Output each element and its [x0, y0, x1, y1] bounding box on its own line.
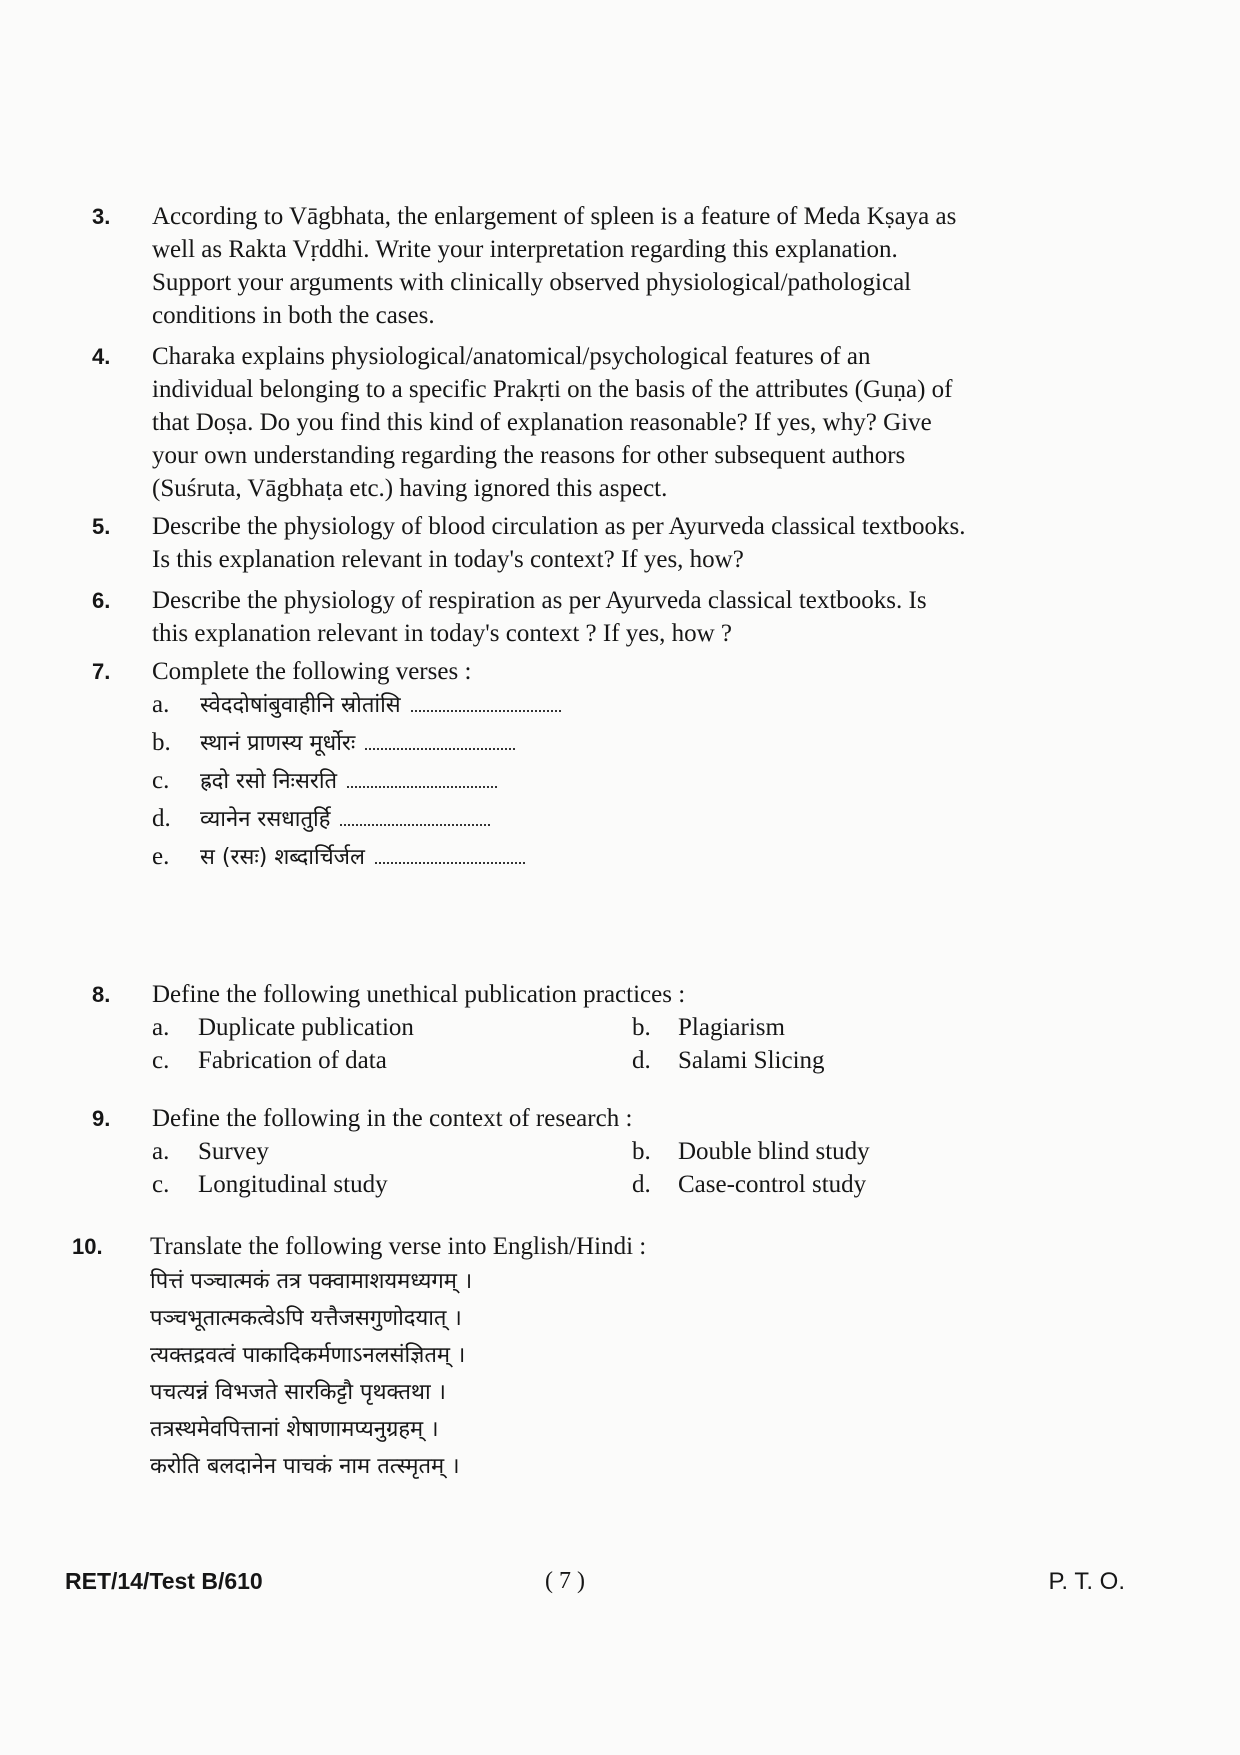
text-line: Complete the following verses : [152, 658, 472, 685]
item-label: b. [632, 1014, 651, 1041]
text-line: Support your arguments with clinically observed physiological/pathological [152, 269, 912, 296]
item-label: c. [152, 1171, 170, 1198]
verse-line: त्यक्तद्रवत्वं पाकादिकर्मणाऽनलसंज्ञितम् । [150, 1343, 466, 1368]
item-text: Case-control study [678, 1171, 867, 1198]
list-item [152, 802, 1132, 840]
verse-line: पञ्चभूतात्मकत्वेऽपि यत्तैजसगुणोदयात् । [150, 1306, 462, 1331]
verse-items [152, 688, 1132, 878]
question-3 [92, 200, 1132, 332]
text-line: Define the following unethical publication practices : [152, 981, 686, 1008]
text-line: conditions in both the cases. [152, 302, 435, 329]
question-9 [92, 1102, 1132, 1201]
text-line: According to Vāgbhata, the enlargement of spleen is a feature of Meda Kṣaya as [152, 203, 957, 230]
question-number: 9. [92, 1106, 111, 1131]
item-label: e. [152, 843, 170, 870]
item-text: स्वेददोषांबुवाहीनि स्रोतांसि [200, 693, 401, 718]
question-prompt [152, 1102, 1132, 1135]
list-item [632, 1044, 825, 1077]
options-grid [152, 1011, 1132, 1077]
question-prompt [150, 1230, 1112, 1263]
text-line: individual belonging to a specific Prakṛti on the basis of the attributes (Guṇa) of [152, 376, 953, 403]
question-prompt [152, 655, 1132, 688]
list-item [152, 1011, 414, 1044]
question-6 [92, 584, 1132, 650]
list-item [152, 764, 1132, 802]
item-label: a. [152, 691, 170, 718]
item-text: Plagiarism [678, 1014, 785, 1041]
question-10 [72, 1230, 1112, 1485]
text-line: that Doṣa. Do you find this kind of explanation reasonable? If yes, why? Give [152, 409, 932, 436]
list-item [152, 688, 1132, 726]
blank-dotted-line [365, 726, 515, 750]
item-text: Longitudinal study [198, 1171, 388, 1198]
list-item [632, 1011, 785, 1044]
text-line: Describe the physiology of blood circulation as per Ayurveda classical textbooks. [152, 513, 966, 540]
question-number: 3. [92, 204, 111, 229]
question-prompt [152, 978, 1132, 1011]
question-text [152, 340, 1132, 505]
item-text: व्यानेन रसधातुर्हि [200, 807, 331, 832]
question-text [152, 584, 1132, 650]
sanskrit-verse [150, 1263, 1112, 1485]
list-item [152, 840, 1132, 878]
list-item [632, 1168, 866, 1201]
text-line: Describe the physiology of respiration as per Ayurveda classical textbooks. Is [152, 587, 927, 614]
item-label: b. [152, 729, 171, 756]
list-item [152, 1168, 388, 1201]
text-line: Is this explanation relevant in today's context? If yes, how? [152, 546, 744, 573]
text-line: Define the following in the context of research : [152, 1105, 633, 1132]
question-8 [92, 978, 1132, 1077]
blank-dotted-line [411, 688, 561, 712]
text-line: your own understanding regarding the reasons for other subsequent authors [152, 442, 906, 469]
item-label: d. [632, 1171, 651, 1198]
item-text: स्थानं प्राणस्य मूर्धोरः [200, 731, 356, 756]
question-number: 10. [72, 1234, 103, 1259]
item-text: Double blind study [678, 1138, 870, 1165]
verse-line: पित्तं पञ्चात्मकं तत्र पक्वामाशयमध्यगम् । [150, 1269, 473, 1294]
question-text [152, 510, 1132, 576]
item-label: b. [632, 1138, 651, 1165]
text-line: (Suśruta, Vāgbhaṭa etc.) having ignored this aspect. [152, 475, 668, 502]
text-line: Charaka explains physiological/anatomical/psychological features of an [152, 343, 871, 370]
question-number: 4. [92, 344, 111, 369]
item-text: Fabrication of data [198, 1047, 387, 1074]
item-text: ह्रदो रसो निःसरति [200, 769, 338, 794]
text-line: this explanation relevant in today's context ? If yes, how ? [152, 620, 733, 647]
blank-dotted-line [375, 840, 525, 864]
verse-line: करोति बलदानेन पाचकं नाम तत्स्मृतम् । [150, 1454, 460, 1479]
item-text: Salami Slicing [678, 1047, 825, 1074]
paper-code: RET/14/Test B/610 [65, 1568, 263, 1594]
question-number: 7. [92, 659, 111, 684]
page-footer [65, 1568, 1125, 1604]
please-turn-over: P. T. O. [1048, 1568, 1125, 1595]
item-text: Survey [198, 1138, 269, 1165]
verse-line: तत्रस्थमेवपित्तानां शेषाणामप्यनुग्रहम् । [150, 1417, 439, 1442]
item-text: स (रसः) शब्दार्चिर्जल [200, 845, 365, 870]
question-7 [92, 655, 1132, 878]
question-number: 5. [92, 514, 111, 539]
list-item [632, 1135, 870, 1168]
verse-line: पचत्यन्नं विभजते सारकिट्टौ पृथक्तथा । [150, 1380, 446, 1405]
question-text [152, 200, 1132, 332]
item-label: a. [152, 1138, 170, 1165]
blank-dotted-line [340, 802, 490, 826]
question-number: 6. [92, 588, 111, 613]
question-5 [92, 510, 1132, 576]
item-label: c. [152, 1047, 170, 1074]
text-line: well as Rakta Vṛddhi. Write your interpretation regarding this explanation. [152, 236, 898, 263]
list-item [152, 1135, 269, 1168]
list-item [152, 726, 1132, 764]
item-label: c. [152, 767, 170, 794]
item-label: d. [632, 1047, 651, 1074]
blank-dotted-line [347, 764, 497, 788]
page-number: ( 7 ) [545, 1568, 585, 1594]
item-text: Duplicate publication [198, 1014, 414, 1041]
question-number: 8. [92, 982, 111, 1007]
question-4 [92, 340, 1132, 505]
text-line: Translate the following verse into English/Hindi : [150, 1233, 647, 1260]
options-grid [152, 1135, 1132, 1201]
item-label: d. [152, 805, 171, 832]
list-item [152, 1044, 387, 1077]
item-label: a. [152, 1014, 170, 1041]
